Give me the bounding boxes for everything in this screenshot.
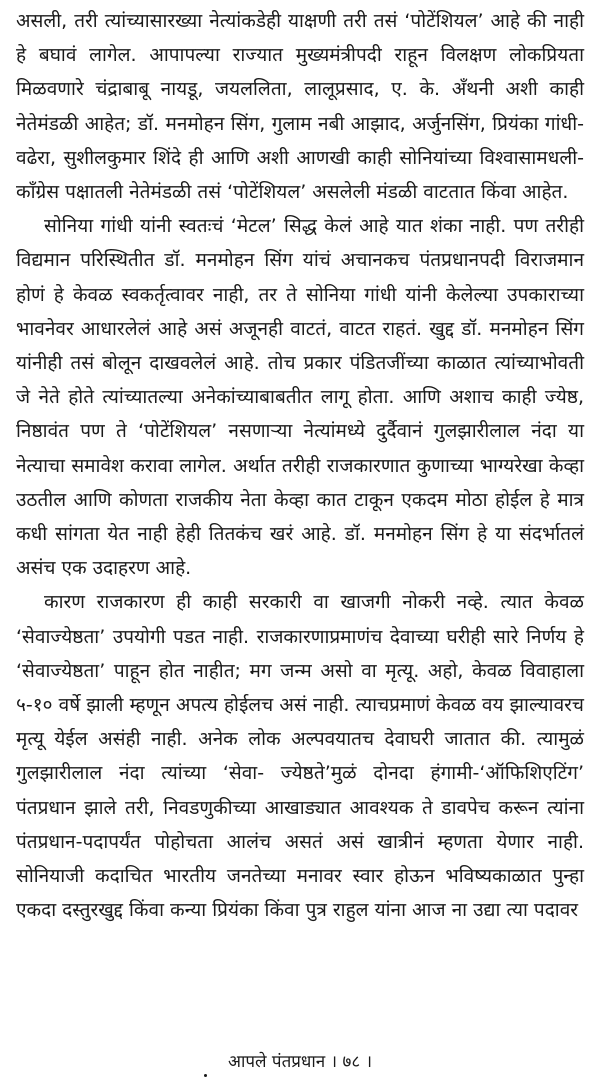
page-footer <box>0 1050 600 1074</box>
body-paragraph: सोनिया गांधी यांनी स्वतःचं ‘मेटल’ सिद्ध केलं आहे यात शंका नाही. पण तरीही विद्यमान परिस्थितीत डॉ. मनमोहन सिंग यांचं अचानकच पंतप्रधानपदी विराजमान होणं हे केवळ स्वकर्तृत्वावर नाही, तर ते सोनिया गांधी यांनी केलेल्या उपकाराच्या भावनेवर आधारलेलं आहे असं अजूनही वाटतं, वाटत राहतं. खुद्द डॉ. मनमोहन सिंग यांनीही तसं बोलून दाखवलेलं आहे. तोच प्रकार पंडितजींच्या काळात त्यांच्याभोवती जे नेते होते त्यांच्यातल्या अनेकांच्याबाबतीत लागू होता. आणि अशाच काही ज्येष्ठ, निष्ठावंत पण ते ‘पोटेंशियल’ नसणाऱ्या नेत्यांमध्ये दुर्दैवानं गुलझारीलाल नंदा या नेत्याचा समावेश करावा लागेल. अर्थात तरीही राजकारणात कुणाच्या भाग्यरेखा केव्हा उठतील आणि कोणता राजकीय नेता केव्हा कात टाकून एकदम मोठा होईल हे मात्र कधी सांगता येत नाही हेही तितकंच खरं आहे. डॉ. मनमोहन सिंग हे या संदर्भातलं असंच एक उदाहरण आहे. <box>16 215 584 580</box>
body-paragraph: असली, तरी त्यांच्यासारख्या नेत्यांकडेही याक्षणी तरी तसं ‘पोटेंशियल’ आहे की नाही हे बघावं लागेल. आपापल्या राज्यात मुख्यमंत्रीपदी राहून विलक्षण लोकप्रियता मिळवणारे चंद्राबाबू नायडू, जयललिता, लालूप्रसाद, ए. के. अँथनी अशी काही नेतेमंडळी आहेत; डॉ. मनमोहन सिंग, गुलाम नबी आझाद, अर्जुनसिंग, प्रियंका गांधी-वढेरा, सुशीलकुमार शिंदे ही आणि अशी आणखी काही सोनियांच्या विश्वासामधली-कॉंग्रेस पक्षातली नेतेमंडळी तसं ‘पोटेंशियल’ असलेली मंडळी वाटतात किंवा आहेत. <box>16 10 584 204</box>
running-title: आपले पंतप्रधान <box>227 1052 326 1072</box>
footer-end-mark: । <box>365 1052 373 1072</box>
body-paragraph: कारण राजकारण ही काही सरकारी वा खाजगी नोकरी नव्हे. त्यात केवळ ‘सेवाज्येष्ठता’ उपयोगी पडत नाही. राजकारणाप्रमाणंच देवाच्या घरीही सारे निर्णय हे ‘सेवाज्येष्ठता’ पाहून होत नाहीत; मग जन्म असो वा मृत्यू. अहो, केवळ विवाहाला ५-१० वर्षे झाली म्हणून अपत्य होईलच असं नाही. त्याचप्रमाणं केवळ वय झाल्यावरच मृत्यू येईल असंही नाही. अनेक लोक अल्पवयातच देवाघरी जातात की. त्यामुळं गुलझारीलाल नंदा त्यांच्या ‘सेवा- ज्येष्ठते’मुळं दोनदा हंगामी-‘ऑफिशिएटिंग’ पंतप्रधान झाले तरी, निवडणुकीच्या आखाड्यात आवश्यक ते डावपेच करून त्यांना पंतप्रधान-पदापर्यंत पोहोचता आलंच असतं असं खात्रीनं म्हणता येणार नाही. सोनियाजी कदाचित भारतीय जनतेच्या मनावर स्वार होऊन भविष्यकाळात पुन्हा एकदा दस्तुरखुद्द किंवा कन्या प्रियंका किंवा पुत्र राहुल यांना आज ना उद्या त्या पदावर <box>16 591 584 922</box>
page-number: ७८ <box>342 1052 361 1072</box>
ink-speck <box>204 1074 207 1077</box>
footer-separator: । <box>330 1052 338 1072</box>
